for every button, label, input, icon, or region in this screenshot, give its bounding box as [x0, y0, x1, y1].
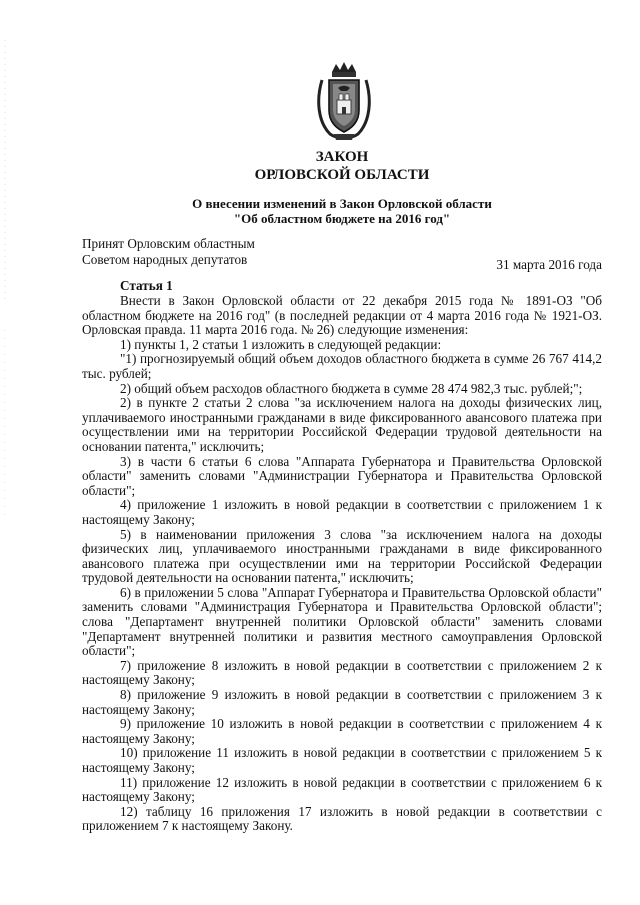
title-line-1: ЗАКОН — [315, 149, 369, 165]
paragraph: 2) в пункте 2 статьи 2 слова "за исключением налога на доходы физических лиц, уплачиваемого иностранными гражданами в виде фиксированного авансового платежа при осуществлении ими на территории Российской Федерации трудовой деятельности на основании патента," исключить; — [82, 395, 602, 454]
paragraph: 4) приложение 1 изложить в новой редакции в соответствии с приложением 1 к настоящему Закону; — [82, 497, 602, 527]
article-heading: Статья 1 — [120, 278, 173, 293]
paragraph: 1) пункты 1, 2 статьи 1 изложить в следующей редакции: — [120, 336, 442, 352]
article-body — [82, 294, 602, 834]
subtitle-line-2: "Об областном бюджете на 2016 год" — [233, 211, 451, 226]
document-subtitle — [82, 196, 602, 226]
paragraph: 6) в приложении 5 слова "Аппарат Губернатора и Правительства Орловской области" заменить словами "Администрация Губернатора и Правительства Орловской области"; слова "Департамент внутренней политики Орловской области" заменить словами "Департамент внутренней политики и развития местного самоуправления Орловской области"; — [82, 584, 602, 659]
paragraph: 8) приложение 9 изложить в новой редакции в соответствии с приложением 3 к настоящему Закону; — [82, 687, 602, 717]
adopted-by — [82, 236, 342, 268]
paragraph: 3) в части 6 статьи 6 слова "Аппарата Губернатора и Правительства Орловской области" заменить словами "Администрации Губернатора и Правительства Орловской области"; — [82, 453, 602, 498]
adoption-date: 31 марта 2016 года — [496, 257, 602, 272]
paragraph: 9) приложение 10 изложить в новой редакции в соответствии с приложением 4 к настоящему Закону; — [82, 716, 602, 746]
document-title — [82, 148, 602, 184]
paragraph: 12) таблицу 16 приложения 17 изложить в новой редакции в соответствии с приложением 7 к настоящему Закону. — [82, 803, 602, 834]
scan-edge — [2, 0, 8, 905]
adopted-line-1: Принят Орловским областным — [82, 236, 255, 251]
title-line-2: ОРЛОВСКОЙ ОБЛАСТИ — [254, 167, 430, 183]
paragraph: Внести в Закон Орловской области от 22 декабря 2015 года № 1891-ОЗ "Об областном бюджете на 2016 год" (в последней редакции от 4 марта 2016 года № 1921-ОЗ. Орловская правда. 11 марта 2016 года. № 26) следующие изменения: — [82, 293, 602, 338]
adopted-line-2: Советом народных депутатов — [82, 252, 248, 267]
paragraph: 2) общий объем расходов областного бюджета в сумме 28 474 982,3 тыс. рублей;"; — [120, 380, 583, 396]
paragraph: "1) прогнозируемый общий объем доходов областного бюджета в сумме 26 767 414,2 тыс. рублей; — [82, 351, 602, 381]
paragraph: 5) в наименовании приложения 3 слова "за исключением налога на доходы физических лиц, уплачиваемого иностранными гражданами в виде фиксированного авансового платежа при осуществлении ими на территории Российской Федерации трудовой деятельности на основании патента," исключить; — [82, 526, 602, 586]
paragraph: 11) приложение 12 изложить в новой редакции в соответствии с приложением 6 к настоящему Закону; — [82, 774, 602, 805]
paragraph: 10) приложение 11 изложить в новой редакции в соответствии с приложением 5 к настоящему Закону; — [82, 745, 602, 775]
paragraph: 7) приложение 8 изложить в новой редакции в соответствии с приложением 2 к настоящему Закону; — [82, 657, 602, 688]
coat-of-arms-emblem — [312, 60, 376, 142]
subtitle-line-1: О внесении изменений в Закон Орловской области — [192, 196, 492, 211]
